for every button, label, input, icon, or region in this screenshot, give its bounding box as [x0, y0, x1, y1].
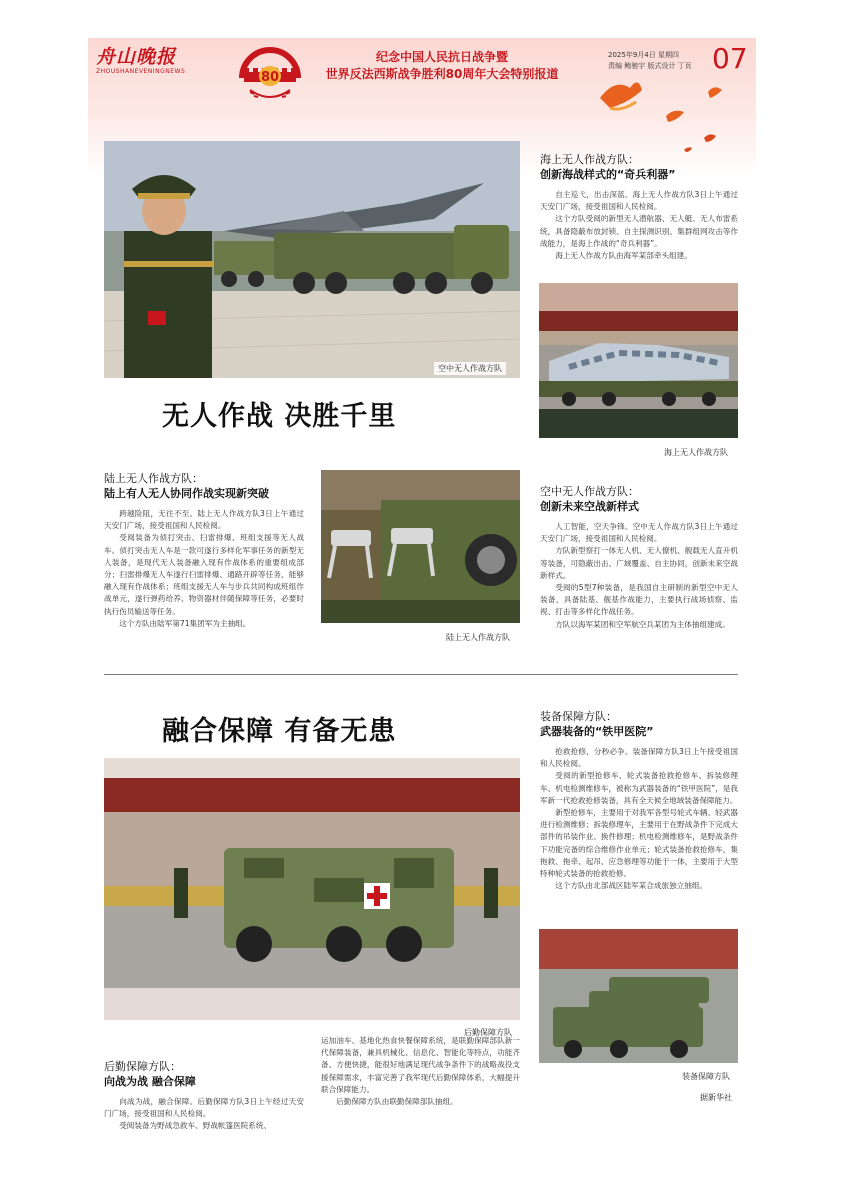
land-drone-photo [321, 470, 520, 623]
section-head-rear [104, 1059, 196, 1089]
paragraph: 自主巡弋，出击深蓝。海上无人作战方队3日上午通过天安门广场，接受祖国和人民检阅。 [540, 190, 738, 212]
section-head-land [104, 471, 269, 501]
news-source: 据新华社 [700, 1093, 732, 1102]
section-body-rear-col1 [104, 1096, 304, 1133]
equipment-support-photo [539, 929, 738, 1063]
section-body-sea [540, 189, 738, 262]
photo-caption-equipment: 装备保障方队 [682, 1072, 730, 1081]
section-head-air [540, 484, 639, 514]
page-number: 07 [712, 42, 748, 75]
paragraph: 受阅的新型抢修车、轮式装备抢救抢修车、拆装修理车、机电检测维修车，被称为武器装备的“铁甲医院”，是我军新一代抢救抢修装备，具有全天候全地域装备保障能力。 [540, 771, 738, 805]
emblem-number: 80 [260, 70, 280, 85]
section-subtitle-rear: 向战为战 融合保障 [104, 1075, 196, 1088]
air-drone-photo [104, 141, 520, 378]
masthead-logo: 舟山晚报 [96, 46, 177, 68]
paragraph: 新型抢修车，主要用于对我军各型号轮式车辆、轻武器进行检测维修；拆装修理车，主要用于在野战条件下完成大部件的吊装作业、换件修理；机电检测维修车，是野战条件下功能完备的综合维修作业单元；轮式装备抢救抢修车，集拖救、拖牵、起吊、应急修理等功能于一体，主要用于大型特种轮式装备的抢救抢修。 [540, 808, 738, 879]
paragraph: 向战为战，融合保障。后勤保障方队3日上午经过天安门广场，接受祖国和人民检阅。 [104, 1097, 304, 1119]
section-title-land: 陆上无人作战方队： [104, 472, 203, 485]
sea-drone-photo [539, 283, 738, 438]
paragraph: 方队新型察打一体无人机、无人僚机、舰载无人直升机等装备，可隐蔽出击、广域覆盖、自主协同，创新未来空战新样式。 [540, 546, 738, 580]
paragraph: 受阅装备为侦打突击、扫雷排爆、班组支援等无人战车。侦打突击无人车是一款可遂行多样化军事任务的新型无人装备，是现代无人装备融入现有作战体系的重要组成部分；扫雷排爆无人车遂行扫雷排爆、通路开辟等任务，能够融入现有作战体系；班组支援无人车与步兵共同构成班组作战单元，遂行弹药给养、物资器材伴随保障等任务，必要时执行伤员输送等任务。 [104, 533, 304, 616]
paragraph: 受阅装备为野战急救车、野战帐篷医院系统、 [119, 1121, 272, 1131]
headline-unmanned: 无人作战 决胜千里 [162, 401, 397, 432]
photo-caption-rear: 后勤保障方队 [464, 1028, 512, 1037]
paragraph: 这个方队由北部战区陆军某合成旅独立抽组。 [555, 881, 708, 891]
paragraph: 海上无人作战方队由海军某部牵头组建。 [555, 251, 692, 261]
section-subtitle-land: 陆上有人无人协同作战实现新突破 [104, 487, 269, 500]
section-title-sea: 海上无人作战方队： [540, 153, 639, 166]
section-body-land [104, 508, 304, 630]
masthead-pinyin: ZHOUSHANEVENINGNEWS [96, 68, 186, 75]
rear-support-photo [104, 758, 520, 1020]
header-title-line2: 世界反法西斯战争胜利80周年大会特别报道 [325, 67, 559, 81]
photo-caption-air: 空中无人作战方队 [434, 362, 506, 375]
paragraph: 运加油车、基地化热食快餐保障系统，是联勤保障部队新一代保障装备，兼具机械化、信息化、智能化等特点，功能齐备、方便快捷，能很好地满足现代战争条件下的战略战役支援保障需求，丰富完善了我军现代后勤保障体系，大幅提升联合保障能力。 [321, 1036, 520, 1094]
paragraph: 后勤保障方队由联勤保障部队抽组。 [336, 1097, 458, 1107]
paragraph: 人工智能，空天争锋。空中无人作战方队3日上午通过天安门广场，接受祖国和人民检阅。 [540, 522, 738, 544]
paragraph: 这个方队受阅的新型无人潜航器、无人艇、无人布雷系统，具备隐蔽布放封锁、自主探测识别、集群组网攻击等作战能力，是海上作战的“奇兵利器”。 [540, 214, 738, 248]
paragraph: 方队以海军某团和空军航空兵某团为主体抽组建成。 [555, 619, 730, 629]
section-title-rear: 后勤保障方队： [104, 1060, 181, 1073]
section-head-equipment [540, 709, 653, 739]
section-head-sea [540, 152, 675, 182]
paragraph: 跨越险阻，无往不至。陆上无人作战方队3日上午通过天安门广场，接受祖国和人民检阅。 [104, 509, 304, 531]
section-title-air: 空中无人作战方队： [540, 485, 639, 498]
section-subtitle-equipment: 武器装备的“铁甲医院” [540, 725, 654, 738]
headline-support: 融合保障 有备无患 [162, 716, 397, 747]
paragraph: 抢救抢修，分秒必争。装备保障方队3日上午接受祖国和人民检阅。 [540, 747, 738, 769]
section-title-equipment: 装备保障方队： [540, 710, 617, 723]
section-divider [104, 674, 738, 675]
section-subtitle-sea: 创新海战样式的“奇兵利器” [540, 168, 676, 181]
section-body-equipment [540, 746, 738, 892]
paragraph: 受阅的5型7种装备，是我国自主研制的新型空中无人装备，具备陆基、舰基作战能力，主要执行战场侦察、监视、打击等多样化作战任务。 [540, 583, 738, 617]
header-title-line1: 纪念中国人民抗日战争暨 [375, 50, 508, 64]
paragraph: 这个方队由陆军第71集团军为主抽组。 [119, 618, 251, 628]
issue-editors: 责编 鲍驰宇 版式设计 丁页 [608, 62, 692, 70]
anniversary-emblem [236, 44, 304, 104]
section-subtitle-air: 创新未来空战新样式 [540, 500, 639, 513]
photo-caption-land: 陆上无人作战方队 [446, 633, 510, 642]
photo-caption-sea: 海上无人作战方队 [664, 448, 728, 457]
section-body-air [540, 521, 738, 631]
issue-date: 2025年9月4日 星期四 [608, 51, 679, 59]
section-body-rear-col2 [321, 1035, 520, 1108]
